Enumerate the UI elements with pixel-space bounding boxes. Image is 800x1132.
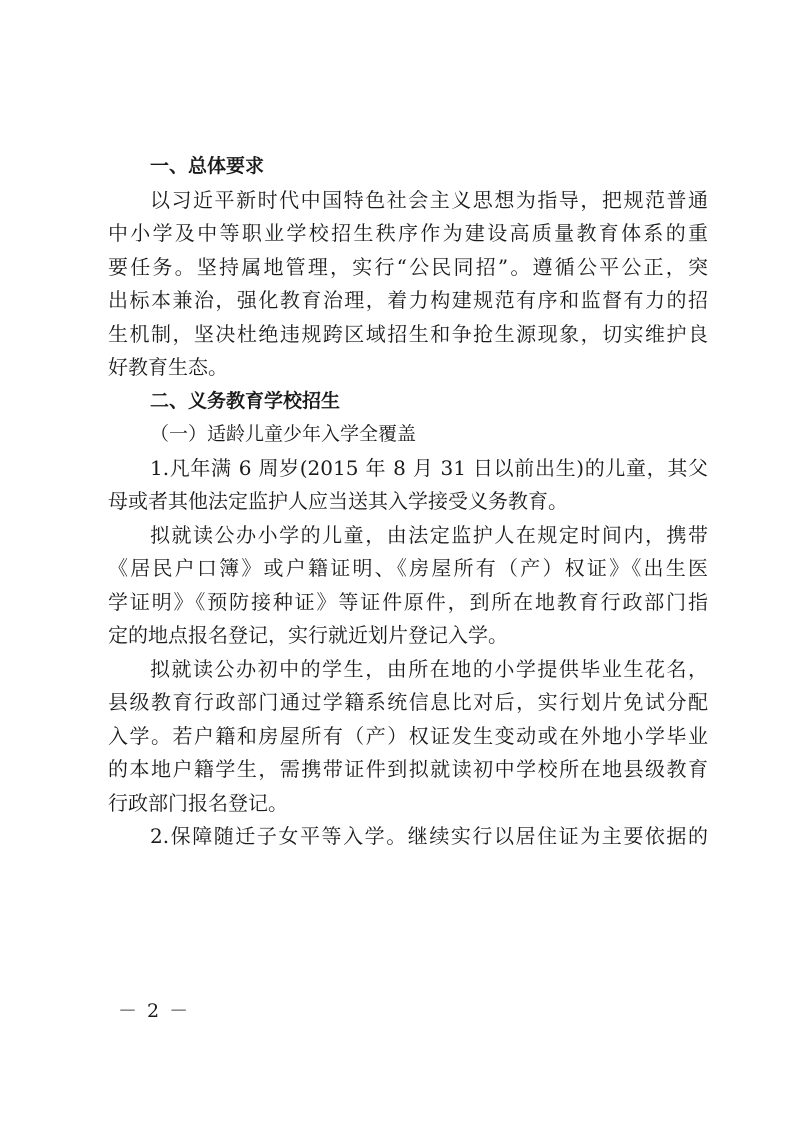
paragraph-line: 1.凡年满 6 周岁(2015 年 8 月 31 日以前出生)的儿童，其父 bbox=[150, 455, 708, 480]
paragraph-line: 2.保障随迁子女平等入学。继续实行以居住证为主要依据的 bbox=[150, 824, 708, 848]
paragraph-line: 中小学及中等职业学校招生秩序作为建设高质量教育体系的重 bbox=[108, 221, 708, 245]
section-heading-overall-requirements: 一、总体要求 bbox=[150, 155, 265, 177]
section-heading-compulsory-education: 二、义务教育学校招生 bbox=[150, 389, 341, 412]
paragraph-line: 生机制，坚决杜绝违规跨区域招生和争抢生源现象，切实维护良 bbox=[108, 321, 708, 346]
paragraph-line: 学证明》《预防接种证》等证件原件，到所在地教育行政部门指 bbox=[108, 589, 708, 614]
paragraph-line: 定的地点报名登记，实行就近划片登记入学。 bbox=[108, 623, 508, 647]
paragraph-line: 的本地户籍学生，需携带证件到拟就读初中学校所在地县级教育 bbox=[108, 757, 708, 781]
paragraph-line: 母或者其他法定监护人应当送其入学接受义务教育。 bbox=[108, 489, 568, 513]
paragraph-line: 拟就读公办初中的学生，由所在地的小学提供毕业生花名， bbox=[150, 656, 708, 681]
paragraph-line: 以习近平新时代中国特色社会主义思想为指导，把规范普通 bbox=[150, 187, 708, 212]
page-number: － 2 － bbox=[118, 1000, 191, 1022]
paragraph-line: 出标本兼治，强化教育治理，着力构建规范有序和监督有力的招 bbox=[108, 288, 708, 312]
paragraph-line: 县级教育行政部门通过学籍系统信息比对后，实行划片免试分配 bbox=[108, 690, 708, 714]
paragraph-line: 《居民户口簿》或户籍证明、《房屋所有（产）权证》《出生医 bbox=[108, 556, 708, 580]
paragraph-line: 好教育生态。 bbox=[108, 355, 228, 379]
paragraph-line: 拟就读公办小学的儿童，由法定监护人在规定时间内，携带 bbox=[150, 522, 708, 547]
paragraph-line: 入学。若户籍和房屋所有（产）权证发生变动或在外地小学毕业 bbox=[108, 723, 708, 748]
paragraph-line: 行政部门报名登记。 bbox=[108, 790, 288, 815]
document-body bbox=[108, 150, 708, 854]
subsection-heading: （一）适龄儿童少年入学全覆盖 bbox=[150, 423, 417, 445]
paragraph-line: 要任务。坚持属地管理，实行“公民同招”。遵循公平公正，突 bbox=[108, 254, 708, 279]
